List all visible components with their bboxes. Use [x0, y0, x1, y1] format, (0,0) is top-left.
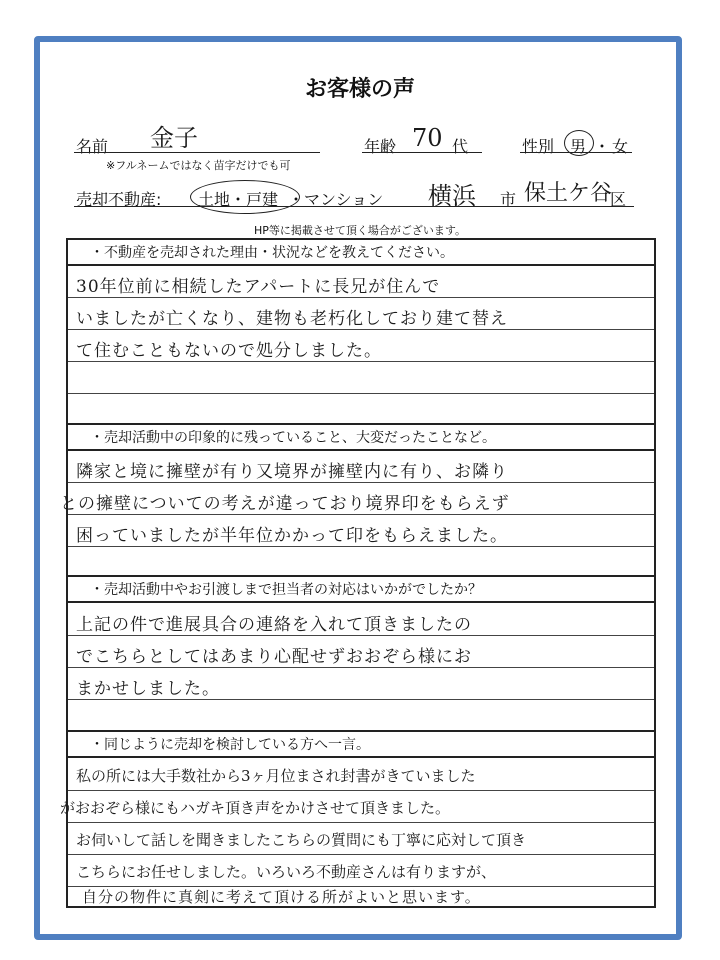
answer-rule	[68, 482, 654, 483]
property-option-mansion: ・マンション	[288, 190, 384, 209]
question-2: ・売却活動中の印象的に残っていること、大変だったことなど。	[68, 425, 654, 451]
answer-rule	[68, 635, 654, 636]
question-4: ・同じように売却を検討している方へ一言。	[68, 732, 654, 758]
answer-2-line-1: 隣家と境に擁壁が有り又境界が擁壁内に有り、お隣り	[76, 462, 508, 482]
answer-4-line-5: 自分の物件に真剣に考えて頂ける所がよいと思います。	[82, 888, 481, 906]
answer-4-line-1: 私の所には大手数社から3ヶ月位まされ封書がきていました	[76, 767, 476, 785]
answer-rule	[68, 361, 654, 362]
questions-box	[60, 238, 656, 908]
answer-rule	[68, 790, 654, 791]
answer-rule	[68, 822, 654, 823]
gender-label: 性別	[522, 137, 555, 156]
answer-1-line-3: て住むこともないので処分しました。	[76, 341, 382, 361]
answer-rule	[68, 393, 654, 394]
age-value: 70	[412, 124, 443, 152]
answer-rule	[68, 329, 654, 330]
city-suffix: 市	[500, 190, 517, 209]
ward-value: 保土ケ谷	[524, 181, 613, 206]
property-option-house: 土地・戸建	[198, 190, 279, 209]
city-value: 横浜	[428, 182, 476, 210]
name-note: ※フルネームではなく苗字だけでも可	[106, 159, 291, 172]
answer-rule	[68, 699, 654, 700]
answer-3-line-1: 上記の件で進展具合の連絡を入れて頂きましたの	[76, 615, 472, 635]
age-underline	[362, 152, 482, 153]
form-title: お客様の声	[304, 77, 415, 102]
age-suffix: 代	[452, 137, 469, 156]
property-underline	[74, 206, 634, 207]
answer-3-line-2: でこちらとしてはあまり心配せずおおぞら様にお	[76, 647, 472, 667]
question-3: ・売却活動中やお引渡しまで担当者の対応はいかがでしたか？	[68, 577, 654, 603]
answer-3-line-3: まかせしました。	[76, 679, 220, 699]
answer-2-line-2: との擁壁についての考えが違っており境界印をもらえず	[60, 494, 510, 514]
gender-underline	[520, 152, 632, 153]
name-underline	[74, 152, 320, 153]
answer-4-line-4: こちらにお任せしました。いろいろ不動産さんは有りますが、	[76, 863, 497, 881]
answer-4-line-2: がおおぞら様にもハガキ頂き声をかけさせて頂きました。	[60, 799, 451, 817]
answer-rule	[68, 546, 654, 547]
name-label: 名前	[76, 137, 109, 156]
answer-rule	[68, 667, 654, 668]
hp-notice: HP等に掲載させて頂く場合がございます。	[254, 224, 467, 237]
name-value: 金子	[150, 124, 198, 152]
answer-rule	[68, 297, 654, 298]
age-label: 年齢	[364, 137, 397, 156]
question-1: ・不動産を売却された理由・状況などを教えてください。	[68, 240, 654, 266]
answer-2-line-3: 困っていましたが半年位かかって印をもらえました。	[76, 526, 508, 546]
gender-separator: ・	[594, 137, 611, 156]
answer-rule	[68, 854, 654, 855]
property-label: 売却不動産:	[76, 190, 162, 209]
gender-female: 女	[612, 137, 629, 156]
answer-4-line-3: お伺いして話しを聞きましたこちらの質問にも丁寧に応対して頂き	[76, 831, 527, 849]
answer-1-line-2: いましたが亡くなり、建物も老朽化しており建て替え	[76, 309, 508, 329]
answer-rule	[68, 514, 654, 515]
ward-suffix: 区	[610, 190, 627, 209]
answer-1-line-1: 30年位前に相続したアパートに長兄が住んで	[76, 277, 441, 297]
gender-male: 男	[570, 137, 587, 156]
